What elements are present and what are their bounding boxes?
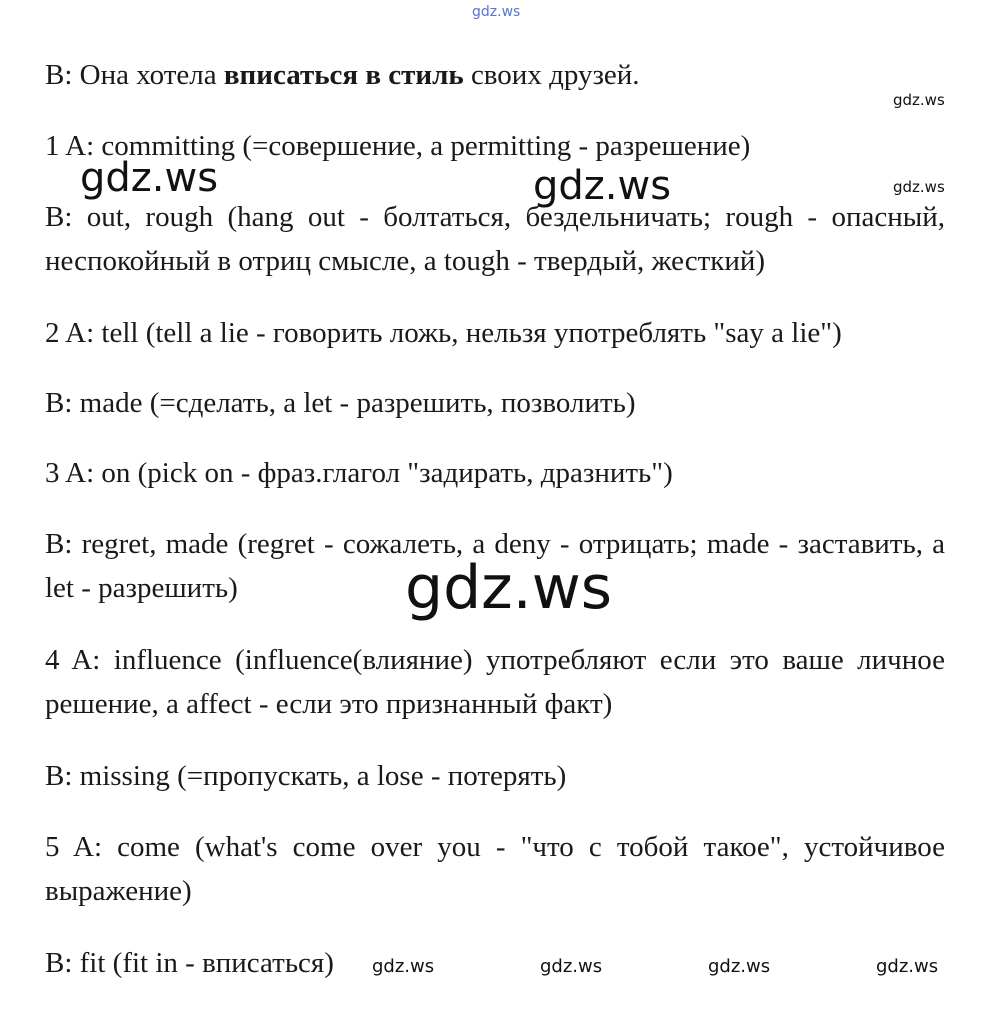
answer-line-0-prefix: B: Она хотела: [45, 59, 224, 91]
answer-line-9: 5 A: come (what's come over you - "что с тобой такое", устойчивое выражение): [45, 831, 945, 907]
answer-line-0: [45, 53, 640, 97]
answer-line-1: 1 A: committing (=совершение, a permitting - разрешение): [45, 130, 751, 162]
answer-line-8: B: missing (=пропускать, a lose - потерять): [45, 760, 567, 792]
watermark-big-center: gdz.ws: [405, 553, 613, 623]
watermark-small-right-1: gdz.ws: [893, 91, 945, 109]
watermark-bottom-1: gdz.ws: [372, 956, 435, 977]
answer-line-7: 4 A: influence (influence(влияние) употребляют если это ваше личное решение, a affect - если это признанный факт): [45, 644, 945, 720]
answer-line-0-bold: вписаться в стиль: [223, 59, 464, 91]
watermark-bottom-2: gdz.ws: [540, 956, 603, 977]
watermark-mid-left: gdz.ws: [80, 155, 219, 201]
watermark-small-right-2: gdz.ws: [893, 178, 945, 196]
watermark-mid-center: gdz.ws: [533, 163, 672, 209]
watermark-bottom-4: gdz.ws: [876, 956, 939, 977]
watermark-bottom-3: gdz.ws: [708, 956, 771, 977]
answer-line-3: 2 A: tell (tell a lie - говорить ложь, нельзя употреблять "say a lie"): [45, 317, 842, 349]
answer-line-0-suffix: своих друзей.: [463, 59, 640, 91]
answer-line-5: 3 A: on (pick on - фраз.глагол "задирать, дразнить"): [45, 457, 673, 489]
answer-line-6: B: regret, made (regret - сожалеть, a deny - отрицать; made - заставить, a let - разрешить): [45, 528, 945, 604]
answer-line-2: B: out, rough (hang out - болтаться, бездельничать; rough - опасный, неспокойный в отриц смысле, a tough - твердый, жесткий): [45, 201, 945, 277]
answer-line-4: B: made (=сделать, a let - разрешить, позволить): [45, 387, 636, 419]
watermark-top: gdz.ws: [472, 4, 521, 20]
answer-line-10: B: fit (fit in - вписаться): [45, 947, 334, 979]
